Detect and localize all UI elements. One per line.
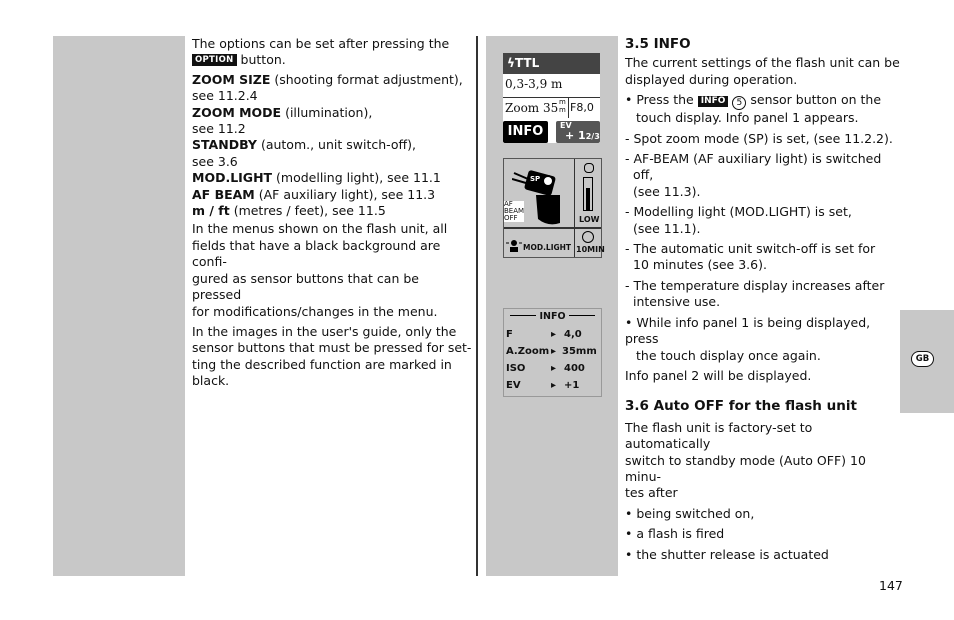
menu-item-ref: see 11.2.4 <box>192 88 258 104</box>
divider-line <box>503 97 600 98</box>
lamp-icon <box>506 239 522 253</box>
ev-label: EV <box>560 121 572 130</box>
step-number-icon: 5 <box>732 96 746 110</box>
lcd-info-panel-2 <box>503 308 602 397</box>
menu-item: ZOOM MODE (illumination), <box>192 104 373 120</box>
af-beam-label: AF BEAM OFF <box>504 200 525 222</box>
bullet-item: • the shutter release is actuated <box>625 546 829 562</box>
menu-item-ref: see 3.6 <box>192 153 238 169</box>
mod-light-label: MOD.LIGHT <box>523 243 572 252</box>
range-readout: 0,3-3,9 m <box>505 77 563 91</box>
left-column: The options can be set after pressing the OPTION button. ZOOM SIZE (shooting format adjustment), see 11.2.4 ZOOM MODE (illumination), see 11.2 STANDBY (autom., unit switch-off), see 3.6 MOD.LIGHT (modelling light), see 11.1 AF BEAM (AF auxiliary light), see 11.3 m / ft (metres / feet), see 11.5 In the menus shown on the flash unit, all fields that have a black background are confi- gured as sensor buttons that can be pressed for modifications/changes in the menu. In the images in the user's guide, only the sensor buttons that must be pressed for set- ting the described function are marked in black. <box>192 36 472 389</box>
page-number: 147 <box>879 578 903 593</box>
panel-title: INFO <box>539 311 566 322</box>
dash-item: - Modelling light (MOD.LIGHT) is set, <box>625 204 852 220</box>
mod-light-indicator <box>504 231 574 257</box>
sensor-paragraph: In the menus shown on the flash unit, all <box>192 221 448 237</box>
info-row: EV ▸ +1 <box>506 380 580 391</box>
guide-paragraph: In the images in the user's guide, only the <box>192 323 457 339</box>
divider-vertical <box>574 159 575 257</box>
bullet-item: • a flash is fired <box>625 526 725 542</box>
sp-label: SP <box>530 175 541 183</box>
dash-item: - AF-BEAM (AF auxiliary light) is switched off, <box>625 151 882 183</box>
clock-icon <box>582 231 594 243</box>
while-instruction: • While info panel 1 is being displayed, press <box>625 314 871 347</box>
dash-item: - The temperature display increases after <box>625 277 885 293</box>
info-row: A.Zoom ▸ 35mm <box>506 346 597 357</box>
ev-value: + 1 <box>565 129 586 142</box>
vertical-divider <box>568 97 569 118</box>
zoom-readout: Zoom 35 <box>505 101 559 115</box>
aperture-readout: F8,0 <box>570 101 594 114</box>
section-3-6-heading: 3.6 Auto OFF for the flash unit <box>625 398 857 415</box>
panel-2-note: Info panel 2 will be displayed. <box>625 367 812 383</box>
menu-item: STANDBY (autom., unit switch-off), <box>192 137 416 153</box>
language-label: GB <box>915 354 930 364</box>
intro-line-2: OPTION button. <box>192 52 472 68</box>
timer-label: 10MIN <box>576 245 605 254</box>
ev-button[interactable] <box>556 121 600 143</box>
menu-item: MOD.LIGHT (modelling light), see 11.1 <box>192 170 441 186</box>
thermometer-bulb <box>584 163 594 173</box>
info-badge: INFO <box>698 96 729 107</box>
ev-fraction: 2/3 <box>585 132 600 141</box>
section-3-5-heading: 3.5 INFO <box>625 36 691 52</box>
menu-item: AF BEAM (AF auxiliary light), see 11.3 <box>192 186 436 202</box>
menu-item-ref: see 11.2 <box>192 121 246 137</box>
info-row: F ▸ 4,0 <box>506 329 582 340</box>
intro-line: The options can be set after pressing the <box>192 36 450 51</box>
press-instruction: • Press the INFO 5 sensor button on the <box>625 92 882 109</box>
low-label: LOW <box>579 215 600 224</box>
right-column: 3.5 INFO The current settings of the flash unit can be displayed during operation. • Press the INFO 5 sensor button on the touch display. Info panel 1 appears. - Spot zoom mode (SP) is set, (see 11.2.2). - AF-BEAM (AF auxiliary light) is switched off, (see 11.3). - Modelling light (MOD.LIGHT) is set, (see 11.1). - The automatic unit switch-off is set for 10 minutes (see 3.6). - The temperature display increases after intensive use. • While info panel 1 is being displayed, press the touch display once again. Info panel 2 will be displayed. 3.6 Auto OFF for the flash unit The flash unit is factory-set to automatically switch to standby mode (Auto OFF) 10 minu- tes after • being switched on, • a flash is fired • the shutter release is actuated <box>625 36 900 562</box>
menu-item: ZOOM SIZE (shooting format adjustment), <box>192 71 463 87</box>
menu-item: m / ft (metres / feet), see 11.5 <box>192 203 386 219</box>
language-badge <box>911 351 934 367</box>
column-divider <box>476 36 478 576</box>
info-row: ISO ▸ 400 <box>506 363 585 374</box>
zoom-unit: m m <box>559 98 566 114</box>
temperature-gauge <box>583 177 593 211</box>
panel-title-row <box>504 311 601 322</box>
bullet-item: • being switched on, <box>625 505 755 521</box>
dash-item: - The automatic unit switch-off is set for <box>625 241 876 257</box>
ttl-mode-button[interactable]: ϟTTL <box>503 53 600 74</box>
info-button[interactable]: INFO <box>503 121 548 143</box>
flash-icon: ϟ <box>507 56 515 70</box>
left-margin-bar <box>53 36 185 576</box>
option-badge: OPTION <box>192 54 237 66</box>
dash-item: - Spot zoom mode (SP) is set, (see 11.2.2). <box>625 130 893 146</box>
divider-horizontal <box>504 227 601 229</box>
lcd-main-display <box>503 53 600 143</box>
lcd-info-panel-1 <box>503 158 605 258</box>
